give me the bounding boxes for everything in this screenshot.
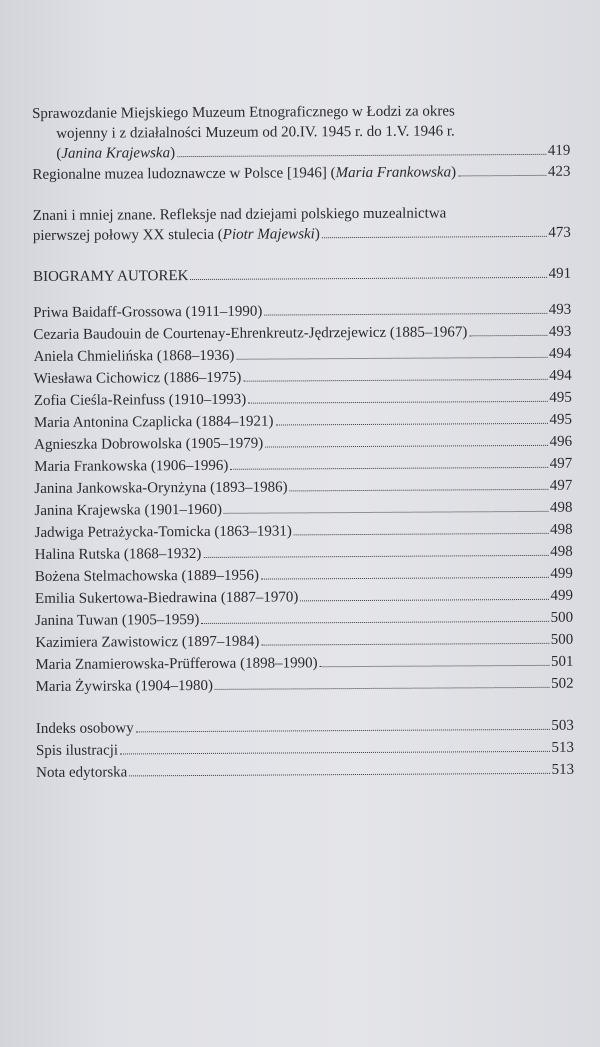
- backmatter-list: [36, 715, 574, 784]
- dot-leader: [236, 357, 547, 360]
- biography-name: Jadwiga Petrażycka-Tomicka (1863–1931): [34, 523, 292, 541]
- entry-title-line-1: Znani i mniej znane. Refleksje nad dziejami polskiego muzealnictwa: [32, 205, 447, 224]
- entry-title-line-1: Sprawozdanie Miejskiego Muzeum Etnograficznego w Łodzi za okres: [32, 103, 455, 122]
- section-title: BIOGRAMY AUTOREK: [33, 268, 189, 285]
- biography-name: Priwa Baidaff-Grossowa (1911–1990): [33, 303, 263, 321]
- dot-leader: [320, 665, 549, 667]
- dot-leader: [469, 335, 547, 336]
- toc-entry-indeks: [36, 715, 574, 740]
- list-item: [33, 299, 571, 324]
- entry-title-tail: pierwszej połowy XX stulecia (: [32, 226, 223, 244]
- entry-author: Janina Krajewska: [61, 145, 171, 162]
- biography-name: Agnieszka Dobrowolska (1905–1979): [34, 435, 264, 453]
- biography-name: Wiesława Cichowicz (1886–1975): [33, 369, 242, 387]
- biography-name: Aniela Chmielińska (1868–1936): [33, 347, 235, 365]
- entry-title: Regionalne muzea ludoznawcze w Polsce [1946] (: [32, 165, 336, 183]
- dot-leader: [230, 467, 547, 470]
- dot-leader: [177, 154, 546, 157]
- entry-author: Piotr Majewski: [222, 226, 315, 243]
- list-item: [34, 387, 572, 412]
- biography-page: 494: [548, 345, 572, 362]
- paren-close: ): [314, 226, 320, 243]
- entry-page: 513: [551, 739, 574, 756]
- entry-page: 423: [547, 163, 571, 180]
- dot-leader: [215, 687, 549, 690]
- biography-page: 497: [549, 455, 573, 472]
- dot-leader: [203, 555, 548, 558]
- list-item: [35, 541, 573, 566]
- dot-leader: [265, 445, 547, 448]
- biography-name: Bożena Stelmachowska (1889–1956): [34, 567, 260, 585]
- section-page: 491: [548, 265, 572, 282]
- biography-name: Maria Frankowska (1906–1996): [34, 457, 229, 475]
- dot-leader: [120, 751, 549, 755]
- dot-leader: [275, 423, 547, 426]
- biography-name: Janina Krajewska (1901–1960): [34, 501, 222, 519]
- biography-page: 497: [549, 477, 573, 494]
- toc-entry-sprawozdanie: [32, 101, 570, 164]
- biography-page: 499: [550, 587, 574, 604]
- list-item: [35, 607, 573, 632]
- biography-name: Maria Żywirska (1904–1980): [35, 677, 214, 695]
- list-item: [35, 585, 573, 610]
- entry-author: Maria Frankowska: [335, 164, 452, 182]
- dot-leader: [300, 599, 548, 602]
- biography-page: 493: [548, 323, 572, 340]
- biography-page: 495: [549, 411, 572, 428]
- dot-leader: [261, 577, 548, 580]
- dot-leader: [129, 773, 549, 777]
- paren-close: ): [451, 164, 457, 181]
- biography-page: 493: [548, 301, 572, 318]
- entry-title: Nota edytorska: [36, 764, 128, 781]
- biography-name: Maria Antonina Czaplicka (1884–1921): [33, 413, 274, 431]
- list-item: [35, 651, 573, 676]
- biography-name: Janina Jankowska-Orynżyna (1893–1986): [34, 479, 288, 497]
- biography-name: Emilia Sukertowa-Biedrawina (1887–1970): [34, 589, 299, 607]
- biography-page: 498: [549, 499, 573, 516]
- biography-page: 500: [550, 631, 574, 648]
- dot-leader: [243, 379, 547, 382]
- biography-name: Cezaria Baudouin de Courtenay-Ehrenkreutz-Jędrzejewicz (1885–1967): [33, 324, 468, 343]
- dot-leader: [294, 533, 548, 536]
- biography-list: [33, 299, 573, 698]
- biography-name: Zofia Cieśla-Reinfuss (1910–1993): [33, 391, 247, 409]
- biography-page: 499: [550, 565, 573, 582]
- entry-page: 513: [551, 761, 575, 778]
- biography-page: 496: [549, 433, 573, 450]
- list-item: [34, 409, 572, 434]
- dot-leader: [201, 621, 548, 624]
- list-item: [35, 673, 573, 698]
- list-item: [34, 453, 572, 478]
- list-item: [34, 475, 572, 500]
- biography-page: 494: [549, 367, 572, 384]
- toc-entry-nota-edytorska: [36, 759, 574, 784]
- list-item: [33, 321, 571, 346]
- dot-leader: [264, 313, 546, 316]
- toc-entry-spis-ilustracji: [36, 737, 574, 762]
- biography-name: Halina Rutska (1868–1932): [34, 545, 202, 563]
- biography-name: Janina Tuwan (1905–1959): [35, 611, 200, 629]
- list-item: [34, 497, 572, 522]
- dot-leader: [261, 643, 548, 646]
- entry-page: 473: [548, 224, 571, 241]
- entry-page: 419: [547, 142, 571, 159]
- biography-page: 495: [549, 389, 572, 406]
- biography-page: 502: [551, 675, 574, 692]
- biography-page: 498: [550, 521, 573, 538]
- list-item: [33, 343, 571, 368]
- list-item: [34, 365, 572, 390]
- dot-leader: [458, 175, 546, 177]
- entry-title-line-2: wojenny i z działalności Muzeum od 20.IV. 1945 r. do 1.V. 1946 r.: [56, 123, 455, 142]
- list-item: [35, 519, 573, 544]
- biography-name: Maria Znamierowska-Prüfferowa (1898–1990): [35, 655, 318, 673]
- dot-leader: [248, 401, 547, 404]
- dot-leader: [322, 236, 546, 238]
- entry-title: Indeks osobowy: [35, 720, 134, 737]
- entry-title: Spis ilustracji: [35, 742, 119, 759]
- entry-page: 503: [551, 717, 574, 734]
- paren-close: ): [170, 145, 176, 162]
- biography-page: 501: [550, 653, 574, 670]
- list-item: [35, 629, 573, 654]
- dot-leader: [290, 489, 548, 492]
- list-item: [34, 431, 572, 456]
- dot-leader: [224, 511, 548, 514]
- dot-leader: [136, 729, 550, 733]
- dot-leader: [191, 277, 547, 280]
- list-item: [35, 563, 573, 588]
- biography-page: 498: [550, 543, 573, 560]
- biography-name: Kazimiera Zawistowicz (1897–1984): [35, 633, 260, 651]
- toc-entry-znani-i-mniej-znane: [33, 203, 571, 246]
- biography-page: 500: [550, 609, 574, 626]
- paren-open: (: [56, 145, 62, 162]
- table-of-contents: [32, 101, 574, 784]
